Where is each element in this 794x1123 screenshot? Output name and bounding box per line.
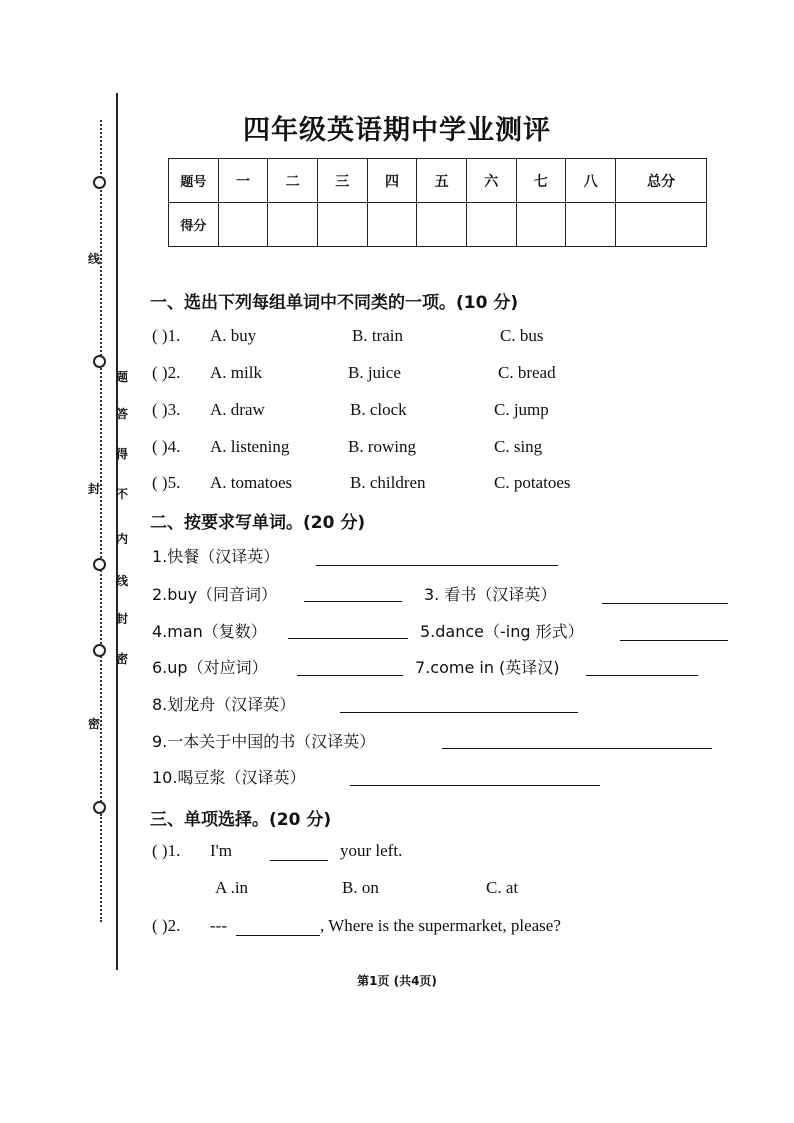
- question-label: 3. 看书（汉译英）: [424, 585, 557, 604]
- question-label: 2.buy（同音词）: [152, 585, 278, 604]
- answer-blank[interactable]: [236, 935, 320, 936]
- score-cell[interactable]: [466, 203, 516, 247]
- question-label: 7.come in (英译汉): [415, 658, 560, 677]
- binding-hole-circle: [93, 801, 106, 814]
- question-text: your left.: [340, 841, 403, 860]
- answer-blank[interactable]: [316, 565, 558, 566]
- option-a: A. listening: [210, 437, 290, 456]
- option-b: B. train: [352, 326, 403, 345]
- option-b: B. on: [342, 878, 379, 897]
- question-label: 9.一本关于中国的书（汉译英）: [152, 732, 376, 751]
- margin-char: 答: [115, 407, 128, 421]
- binding-dotted-line-3: [100, 368, 102, 558]
- question-label: 5.dance（-ing 形式）: [420, 622, 584, 641]
- binding-dotted-line-2: [100, 190, 102, 356]
- score-cell[interactable]: [268, 203, 318, 247]
- score-cell[interactable]: [417, 203, 467, 247]
- margin-char: 线: [87, 252, 100, 266]
- binding-hole-circle: [93, 176, 106, 189]
- question-label: 8.划龙舟（汉译英）: [152, 695, 296, 714]
- section3-header: 三、单项选择。(20 分): [150, 810, 332, 830]
- question-number: ( )2.: [152, 916, 181, 935]
- option-c: C. sing: [494, 437, 543, 456]
- margin-char: 内: [115, 532, 128, 546]
- option-a: A. milk: [210, 363, 262, 382]
- answer-blank[interactable]: [350, 785, 600, 786]
- score-table-col: 二: [268, 159, 318, 203]
- option-c: C. at: [486, 878, 519, 897]
- answer-blank[interactable]: [340, 712, 578, 713]
- margin-char: 密: [87, 717, 100, 731]
- question-text: , Where is the supermarket, please?: [320, 916, 561, 935]
- option-b: B. clock: [350, 400, 407, 419]
- question-text: ---: [210, 916, 227, 935]
- binding-hole-circle: [93, 355, 106, 368]
- section1-header: 一、选出下列每组单词中不同类的一项。(10 分): [150, 293, 519, 313]
- answer-blank[interactable]: [602, 603, 728, 604]
- binding-dotted-line-6: [100, 814, 102, 922]
- score-cell-total[interactable]: [616, 203, 707, 247]
- question-number: ( )1.: [152, 326, 181, 345]
- binding-hole-circle: [93, 644, 106, 657]
- score-table-label: 题号: [169, 159, 219, 203]
- question-label: 1.快餐（汉译英）: [152, 547, 280, 566]
- question-label: 4.man（复数）: [152, 622, 267, 641]
- option-b: B. rowing: [348, 437, 416, 456]
- score-cell[interactable]: [566, 203, 616, 247]
- answer-blank[interactable]: [586, 675, 698, 676]
- margin-char: 封: [115, 612, 128, 626]
- answer-blank[interactable]: [297, 675, 403, 676]
- page-footer: 第1页 (共4页): [357, 974, 437, 988]
- margin-char: 得: [115, 447, 128, 461]
- score-table-total-label: 总分: [616, 159, 707, 203]
- margin-char: 线: [115, 574, 128, 588]
- score-cell[interactable]: [317, 203, 367, 247]
- margin-char: 题: [115, 370, 128, 384]
- score-cell[interactable]: [367, 203, 417, 247]
- binding-hole-circle: [93, 558, 106, 571]
- score-table-label: 得分: [169, 203, 219, 247]
- answer-blank[interactable]: [304, 601, 402, 602]
- question-text: I'm: [210, 841, 232, 860]
- question-number: ( )2.: [152, 363, 181, 382]
- answer-blank[interactable]: [620, 640, 728, 641]
- option-c: C. bus: [500, 326, 544, 345]
- score-table-row-scores: [169, 203, 707, 247]
- option-b: B. children: [350, 473, 426, 492]
- question-number: ( )1.: [152, 841, 181, 860]
- score-table-col: 七: [516, 159, 566, 203]
- score-table-row-numbers: [169, 159, 707, 203]
- question-number: ( )5.: [152, 473, 181, 492]
- answer-blank[interactable]: [442, 748, 712, 749]
- option-c: C. jump: [494, 400, 549, 419]
- score-table-col: 八: [566, 159, 616, 203]
- option-a: A. buy: [210, 326, 257, 345]
- score-cell[interactable]: [516, 203, 566, 247]
- score-table: [168, 158, 707, 247]
- option-a: A. tomatoes: [210, 473, 293, 492]
- answer-blank[interactable]: [288, 638, 408, 639]
- score-table-col: 六: [466, 159, 516, 203]
- section2-header: 二、按要求写单词。(20 分): [150, 513, 366, 533]
- score-table-col: 五: [417, 159, 467, 203]
- question-number: ( )3.: [152, 400, 181, 419]
- option-c: C. bread: [498, 363, 556, 382]
- margin-char: 封: [87, 482, 100, 496]
- option-a: A .in: [215, 878, 249, 897]
- score-table-col: 四: [367, 159, 417, 203]
- option-c: C. potatoes: [494, 473, 571, 492]
- score-table-col: 一: [218, 159, 268, 203]
- option-a: A. draw: [210, 400, 265, 419]
- question-label: 6.up（对应词）: [152, 658, 268, 677]
- margin-char: 不: [115, 487, 128, 501]
- page-title: 四年级英语期中学业测评: [243, 115, 551, 146]
- answer-blank[interactable]: [270, 860, 328, 861]
- score-table-col: 三: [317, 159, 367, 203]
- margin-char: 密: [115, 652, 128, 666]
- question-number: ( )4.: [152, 437, 181, 456]
- option-b: B. juice: [348, 363, 401, 382]
- binding-dotted-line-4: [100, 570, 102, 644]
- score-cell[interactable]: [218, 203, 268, 247]
- question-label: 10.喝豆浆（汉译英）: [152, 768, 306, 787]
